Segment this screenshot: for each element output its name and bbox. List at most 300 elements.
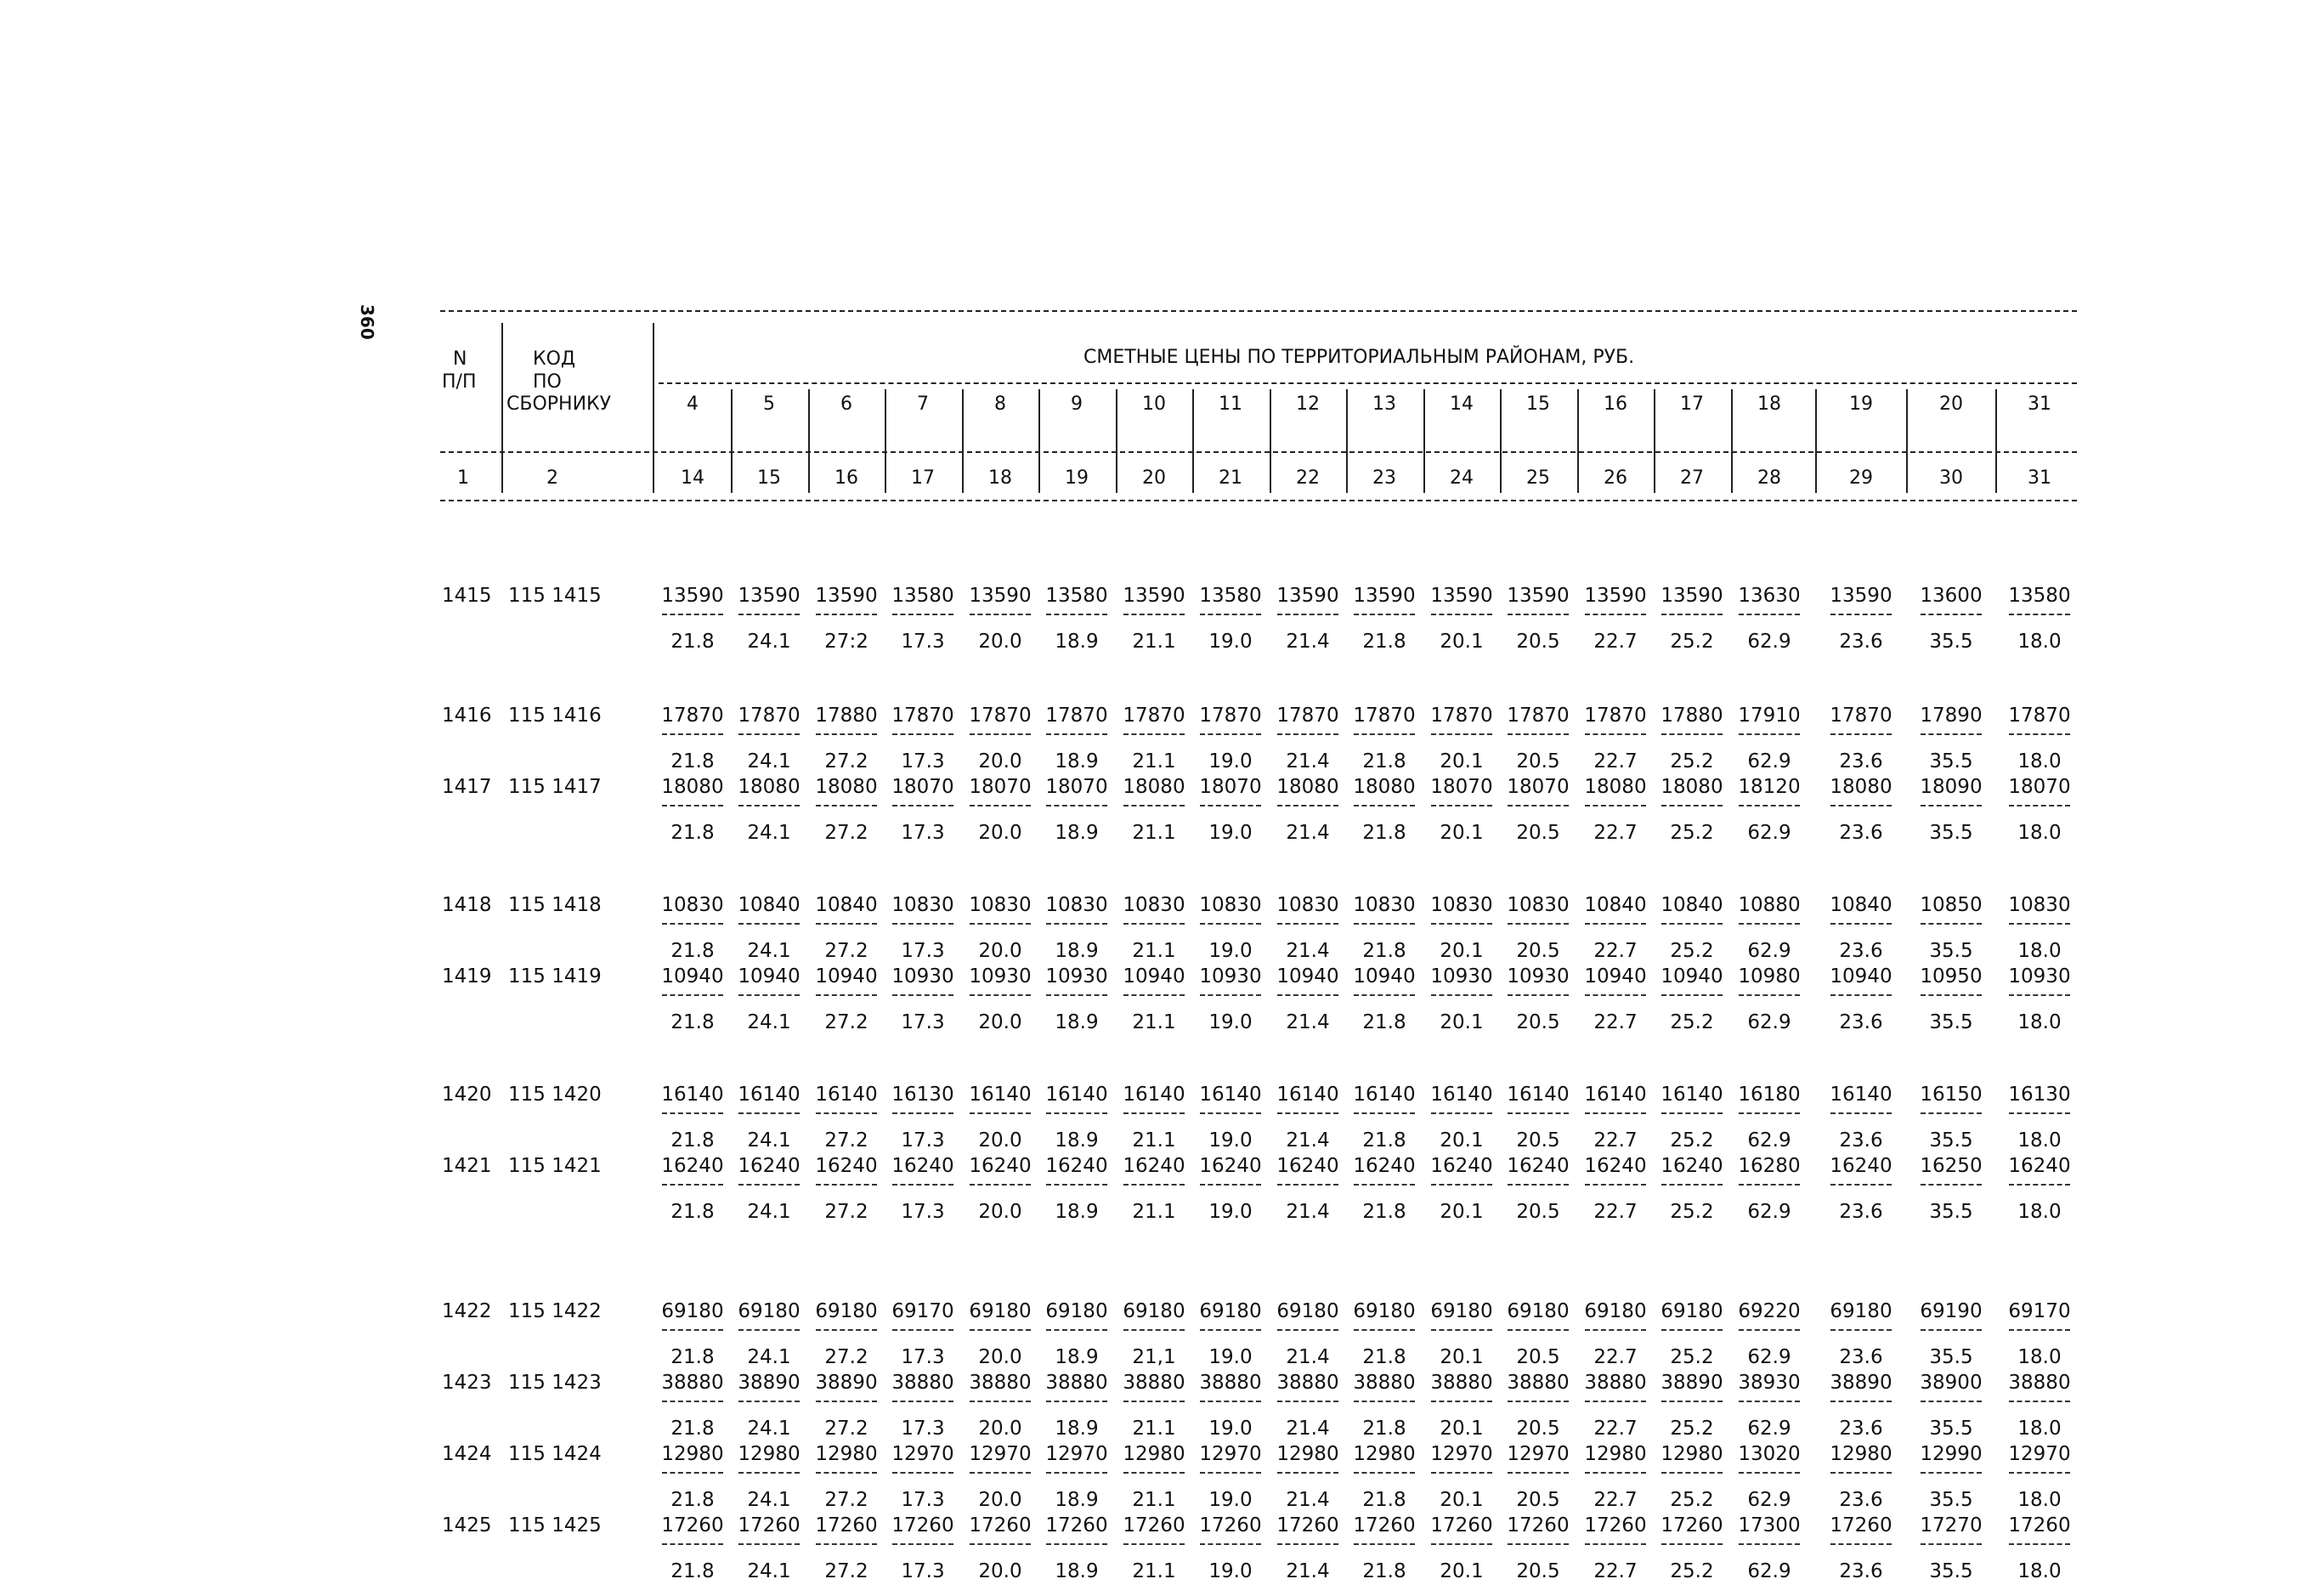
row-number: 1415 xyxy=(442,585,492,607)
fraction-line xyxy=(1431,1401,1492,1402)
price-value: 10840 xyxy=(738,894,801,916)
fraction-line xyxy=(1585,733,1646,735)
wage-value: 21.8 xyxy=(1362,1560,1406,1582)
fraction-line xyxy=(1123,1329,1185,1331)
fraction-line xyxy=(738,1329,800,1331)
fraction-line xyxy=(816,923,877,925)
price-value: 17870 xyxy=(1276,705,1339,727)
price-value: 13590 xyxy=(1123,585,1185,607)
fraction-line xyxy=(2009,1329,2070,1331)
price-value: 17270 xyxy=(1920,1514,1983,1537)
fraction-line xyxy=(1431,614,1492,615)
price-value: 10940 xyxy=(815,965,878,988)
row-code: 115 1415 xyxy=(508,585,602,607)
price-value: 10840 xyxy=(1661,894,1723,916)
region-column-header: 12 xyxy=(1296,393,1320,415)
price-value: 69180 xyxy=(738,1300,801,1322)
price-value: 16240 xyxy=(1507,1155,1570,1177)
header-code: КОД xyxy=(533,348,576,370)
fraction-line xyxy=(816,733,877,735)
price-value: 18070 xyxy=(1430,776,1493,798)
price-value: 18080 xyxy=(1584,776,1647,798)
fraction-line xyxy=(892,1401,953,1402)
price-value: 17870 xyxy=(2008,705,2071,727)
region-column-header: 18 xyxy=(1757,393,1781,415)
price-value: 69170 xyxy=(2008,1300,2071,1322)
wage-value: 20.0 xyxy=(978,1489,1022,1511)
price-value: 16250 xyxy=(1920,1155,1983,1177)
wage-value: 20.1 xyxy=(1440,1560,1484,1582)
wage-value: 18.0 xyxy=(2017,631,2062,653)
wage-value: 17.3 xyxy=(901,631,945,653)
wage-value: 25.2 xyxy=(1670,750,1714,773)
wage-value: 22.7 xyxy=(1593,750,1638,773)
wage-value: 35.5 xyxy=(1929,1346,1973,1368)
region-column-header: 14 xyxy=(1450,393,1474,415)
price-value: 16240 xyxy=(1045,1155,1108,1177)
wage-value: 20.5 xyxy=(1516,940,1560,962)
wage-value: 27.2 xyxy=(824,1418,868,1440)
wage-value: 21.1 xyxy=(1132,1129,1176,1152)
fraction-line xyxy=(1508,614,1569,615)
wage-value: 25.2 xyxy=(1670,822,1714,844)
price-value: 13600 xyxy=(1920,585,1983,607)
fraction-line xyxy=(892,1184,953,1186)
row-number: 1418 xyxy=(442,894,492,916)
wage-value: 25.2 xyxy=(1670,1489,1714,1511)
fraction-line xyxy=(1277,1401,1338,1402)
fraction-line xyxy=(1277,1472,1338,1474)
wage-value: 20.5 xyxy=(1516,822,1560,844)
fraction-line xyxy=(1431,994,1492,996)
wage-value: 21.4 xyxy=(1286,1011,1330,1033)
price-value: 13590 xyxy=(1430,585,1493,607)
wage-value: 27.2 xyxy=(824,822,868,844)
price-value: 10830 xyxy=(1123,894,1185,916)
fraction-line xyxy=(1508,733,1569,735)
price-value: 12970 xyxy=(1507,1443,1570,1465)
wage-value: 35.5 xyxy=(1929,1560,1973,1582)
wage-value: 18.0 xyxy=(2017,940,2062,962)
fraction-line xyxy=(1354,1401,1415,1402)
price-value: 16240 xyxy=(815,1155,878,1177)
fraction-line xyxy=(816,1329,877,1331)
fraction-line xyxy=(1277,733,1338,735)
fraction-line xyxy=(1354,805,1415,806)
price-value: 69180 xyxy=(1830,1300,1893,1322)
wage-value: 20.5 xyxy=(1516,1560,1560,1582)
wage-value: 20.0 xyxy=(978,1201,1022,1223)
fraction-line xyxy=(970,1184,1031,1186)
wage-value: 25.2 xyxy=(1670,940,1714,962)
price-value: 18080 xyxy=(1661,776,1723,798)
wage-value: 20.0 xyxy=(978,940,1022,962)
fraction-line xyxy=(970,1472,1031,1474)
row-code: 115 1416 xyxy=(508,705,602,727)
fraction-line xyxy=(1921,1543,1982,1545)
wage-value: 24.1 xyxy=(747,940,791,962)
wage-value: 20.0 xyxy=(978,1346,1022,1368)
price-value: 12970 xyxy=(1045,1443,1108,1465)
price-value: 16240 xyxy=(1353,1155,1416,1177)
region-column-header: 19 xyxy=(1849,393,1873,415)
wage-value: 24.1 xyxy=(747,750,791,773)
price-value: 13630 xyxy=(1738,585,1801,607)
wage-value: 18.0 xyxy=(2017,1129,2062,1152)
region-column-header: 10 xyxy=(1142,393,1166,415)
fraction-line xyxy=(662,805,723,806)
wage-value: 22.7 xyxy=(1593,1560,1638,1582)
fraction-line xyxy=(1830,805,1892,806)
fraction-line xyxy=(1585,923,1646,925)
price-value: 13590 xyxy=(661,585,724,607)
price-value: 10830 xyxy=(1430,894,1493,916)
price-value: 13590 xyxy=(1507,585,1570,607)
price-value: 13580 xyxy=(891,585,954,607)
price-value: 38880 xyxy=(891,1372,954,1394)
fraction-line xyxy=(1123,1112,1185,1114)
fraction-line xyxy=(1921,1329,1982,1331)
wage-value: 27.2 xyxy=(824,1560,868,1582)
price-value: 10830 xyxy=(1507,894,1570,916)
wage-value: 21.8 xyxy=(670,1560,715,1582)
fraction-line xyxy=(1830,1112,1892,1114)
fraction-line xyxy=(970,805,1031,806)
fraction-line xyxy=(1200,614,1261,615)
wage-value: 19.0 xyxy=(1208,1201,1253,1223)
wage-value: 35.5 xyxy=(1929,1011,1973,1033)
fraction-line xyxy=(1830,1329,1892,1331)
fraction-line xyxy=(1200,733,1261,735)
price-value: 16240 xyxy=(2008,1155,2071,1177)
price-value: 17880 xyxy=(815,705,878,727)
price-value: 18080 xyxy=(661,776,724,798)
wage-value: 20.5 xyxy=(1516,1489,1560,1511)
index-column-header: 19 xyxy=(1065,467,1089,489)
region-column-header: 8 xyxy=(994,393,1006,415)
header-pp: П/П xyxy=(442,371,477,393)
fraction-line xyxy=(738,1401,800,1402)
wage-value: 18.9 xyxy=(1055,1346,1099,1368)
fraction-line xyxy=(1921,614,1982,615)
wage-value: 22.7 xyxy=(1593,631,1638,653)
fraction-line xyxy=(1508,1184,1569,1186)
price-value: 17870 xyxy=(969,705,1032,727)
price-value: 17260 xyxy=(2008,1514,2071,1537)
wage-value: 23.6 xyxy=(1839,822,1883,844)
wage-value: 20.5 xyxy=(1516,1418,1560,1440)
fraction-line xyxy=(1661,1112,1723,1114)
fraction-line xyxy=(738,1472,800,1474)
wage-value: 24.1 xyxy=(747,1489,791,1511)
fraction-line xyxy=(816,1543,877,1545)
fraction-line xyxy=(816,805,877,806)
wage-value: 20.1 xyxy=(1440,822,1484,844)
price-value: 17260 xyxy=(969,1514,1032,1537)
fraction-line xyxy=(1123,805,1185,806)
index-column-header: 15 xyxy=(757,467,781,489)
index-code: 2 xyxy=(546,467,558,489)
wage-value: 27.2 xyxy=(824,940,868,962)
fraction-line xyxy=(1661,994,1723,996)
price-value: 10940 xyxy=(661,965,724,988)
price-value: 12970 xyxy=(969,1443,1032,1465)
header-sborniku: СБОРНИКУ xyxy=(506,393,612,415)
price-value: 17870 xyxy=(661,705,724,727)
fraction-line xyxy=(738,1184,800,1186)
price-value: 38880 xyxy=(1045,1372,1108,1394)
price-value: 17870 xyxy=(1430,705,1493,727)
wage-value: 21.8 xyxy=(670,1201,715,1223)
wage-value: 20.5 xyxy=(1516,750,1560,773)
wage-value: 18.9 xyxy=(1055,1129,1099,1152)
price-value: 69180 xyxy=(1199,1300,1262,1322)
fraction-line xyxy=(1277,1112,1338,1114)
price-value: 10930 xyxy=(1199,965,1262,988)
price-value: 16240 xyxy=(1123,1155,1185,1177)
price-value: 12970 xyxy=(2008,1443,2071,1465)
header-n: N xyxy=(453,348,467,370)
price-value: 18070 xyxy=(1507,776,1570,798)
wage-value: 24.1 xyxy=(747,1129,791,1152)
price-value: 16140 xyxy=(1045,1084,1108,1106)
price-value: 17870 xyxy=(1045,705,1108,727)
fraction-line xyxy=(1739,733,1800,735)
row-number: 1417 xyxy=(442,776,492,798)
wage-value: 21.4 xyxy=(1286,631,1330,653)
price-value: 69180 xyxy=(815,1300,878,1322)
wage-value: 21.1 xyxy=(1132,1011,1176,1033)
wage-value: 21.8 xyxy=(670,940,715,962)
wage-value: 19.0 xyxy=(1208,940,1253,962)
fraction-line xyxy=(816,1184,877,1186)
fraction-line xyxy=(738,733,800,735)
fraction-line xyxy=(1508,923,1569,925)
fraction-line xyxy=(1739,805,1800,806)
wage-value: 21.8 xyxy=(1362,631,1406,653)
wage-value: 23.6 xyxy=(1839,1418,1883,1440)
index-column-header: 28 xyxy=(1757,467,1781,489)
fraction-line xyxy=(1830,923,1892,925)
row-number: 1416 xyxy=(442,705,492,727)
row-code: 115 1421 xyxy=(508,1155,602,1177)
price-value: 16140 xyxy=(661,1084,724,1106)
fraction-line xyxy=(1739,1112,1800,1114)
price-value: 16240 xyxy=(1199,1155,1262,1177)
price-value: 17870 xyxy=(1353,705,1416,727)
price-value: 16140 xyxy=(969,1084,1032,1106)
fraction-line xyxy=(1200,1184,1261,1186)
price-value: 12970 xyxy=(1199,1443,1262,1465)
fraction-line xyxy=(662,1472,723,1474)
fraction-line xyxy=(1200,923,1261,925)
fraction-line xyxy=(970,1543,1031,1545)
fraction-line xyxy=(1354,994,1415,996)
wage-value: 21.8 xyxy=(670,631,715,653)
price-value: 38880 xyxy=(1199,1372,1262,1394)
price-value: 17260 xyxy=(1584,1514,1647,1537)
wage-value: 20.1 xyxy=(1440,1489,1484,1511)
fraction-line xyxy=(1585,1184,1646,1186)
fraction-line xyxy=(1046,1543,1107,1545)
row-number: 1422 xyxy=(442,1300,492,1322)
price-value: 12980 xyxy=(1123,1443,1185,1465)
price-value: 10940 xyxy=(1276,965,1339,988)
price-value: 69180 xyxy=(1430,1300,1493,1322)
region-column-header: 13 xyxy=(1372,393,1396,415)
fraction-line xyxy=(1661,614,1723,615)
wage-value: 18.9 xyxy=(1055,1011,1099,1033)
index-column-header: 31 xyxy=(2028,467,2051,489)
wage-value: 20.1 xyxy=(1440,1346,1484,1368)
fraction-line xyxy=(738,994,800,996)
wage-value: 20.1 xyxy=(1440,750,1484,773)
wage-value: 19.0 xyxy=(1208,1418,1253,1440)
wage-value: 18.0 xyxy=(2017,1201,2062,1223)
wage-value: 27.2 xyxy=(824,1011,868,1033)
fraction-line xyxy=(892,1543,953,1545)
fraction-line xyxy=(1661,733,1723,735)
region-column-header: 16 xyxy=(1604,393,1627,415)
fraction-line xyxy=(970,733,1031,735)
wage-value: 25.2 xyxy=(1670,1418,1714,1440)
index-column-header: 30 xyxy=(1939,467,1963,489)
price-value: 38880 xyxy=(1584,1372,1647,1394)
wage-value: 22.7 xyxy=(1593,822,1638,844)
price-value: 69190 xyxy=(1920,1300,1983,1322)
wage-value: 20.0 xyxy=(978,1418,1022,1440)
wage-value: 21.8 xyxy=(670,822,715,844)
fraction-line xyxy=(662,733,723,735)
wage-value: 25.2 xyxy=(1670,1129,1714,1152)
wage-value: 18.9 xyxy=(1055,1201,1099,1223)
fraction-line xyxy=(1046,1112,1107,1114)
price-value: 16240 xyxy=(738,1155,801,1177)
price-value: 69180 xyxy=(1123,1300,1185,1322)
fraction-line xyxy=(970,994,1031,996)
fraction-line xyxy=(1921,1112,1982,1114)
wage-value: 21.8 xyxy=(670,1346,715,1368)
fraction-line xyxy=(1123,994,1185,996)
price-value: 10840 xyxy=(1830,894,1893,916)
index-column-header: 20 xyxy=(1142,467,1166,489)
price-value: 16140 xyxy=(1661,1084,1723,1106)
index-column-header: 29 xyxy=(1849,467,1873,489)
fraction-line xyxy=(1739,1329,1800,1331)
fraction-line xyxy=(662,1329,723,1331)
fraction-line xyxy=(662,1184,723,1186)
fraction-line xyxy=(1739,1543,1800,1545)
wage-value: 21.1 xyxy=(1132,631,1176,653)
region-column-header: 9 xyxy=(1071,393,1083,415)
wage-value: 22.7 xyxy=(1593,1011,1638,1033)
fraction-line xyxy=(2009,1184,2070,1186)
fraction-line xyxy=(1200,1472,1261,1474)
wage-value: 24.1 xyxy=(747,631,791,653)
fraction-line xyxy=(816,994,877,996)
fraction-line xyxy=(1739,614,1800,615)
wage-value: 21.1 xyxy=(1132,1489,1176,1511)
region-header-rule xyxy=(659,382,2077,384)
fraction-line xyxy=(1508,1543,1569,1545)
wage-value: 18.0 xyxy=(2017,1418,2062,1440)
price-value: 10830 xyxy=(891,894,954,916)
price-value: 69180 xyxy=(661,1300,724,1322)
fraction-line xyxy=(1354,1112,1415,1114)
wage-value: 18.9 xyxy=(1055,1560,1099,1582)
price-value: 12980 xyxy=(661,1443,724,1465)
wage-value: 21.1 xyxy=(1132,822,1176,844)
wage-value: 20.5 xyxy=(1516,631,1560,653)
row-number: 1421 xyxy=(442,1155,492,1177)
wage-value: 21.8 xyxy=(670,1129,715,1152)
price-value: 10930 xyxy=(969,965,1032,988)
wage-value: 19.0 xyxy=(1208,1346,1253,1368)
wage-value: 20.5 xyxy=(1516,1346,1560,1368)
price-value: 69180 xyxy=(1507,1300,1570,1322)
fraction-line xyxy=(1046,923,1107,925)
fraction-line xyxy=(1585,614,1646,615)
wage-value: 17.3 xyxy=(901,1418,945,1440)
price-value: 10980 xyxy=(1738,965,1801,988)
price-value: 38880 xyxy=(1123,1372,1185,1394)
wage-value: 22.7 xyxy=(1593,1201,1638,1223)
price-value: 10830 xyxy=(1276,894,1339,916)
region-column-header: 6 xyxy=(840,393,852,415)
price-value: 16140 xyxy=(738,1084,801,1106)
price-value: 18080 xyxy=(1276,776,1339,798)
price-value: 69180 xyxy=(1353,1300,1416,1322)
fraction-line xyxy=(1123,1401,1185,1402)
wage-value: 62.9 xyxy=(1747,631,1791,653)
price-value: 10830 xyxy=(969,894,1032,916)
wage-value: 19.0 xyxy=(1208,1560,1253,1582)
fraction-line xyxy=(2009,805,2070,806)
wage-value: 21.8 xyxy=(670,1011,715,1033)
price-value: 12970 xyxy=(1430,1443,1493,1465)
fraction-line xyxy=(2009,1401,2070,1402)
wage-value: 21.8 xyxy=(1362,1129,1406,1152)
index-column-header: 22 xyxy=(1296,467,1320,489)
price-value: 12980 xyxy=(1353,1443,1416,1465)
wage-value: 35.5 xyxy=(1929,940,1973,962)
fraction-line xyxy=(892,1472,953,1474)
fraction-line xyxy=(1431,1329,1492,1331)
wage-value: 19.0 xyxy=(1208,1489,1253,1511)
index-column-header: 16 xyxy=(835,467,858,489)
wage-value: 20.5 xyxy=(1516,1129,1560,1152)
fraction-line xyxy=(1508,1401,1569,1402)
fraction-line xyxy=(1830,994,1892,996)
price-value: 12980 xyxy=(1661,1443,1723,1465)
fraction-line xyxy=(2009,1543,2070,1545)
wage-value: 19.0 xyxy=(1208,750,1253,773)
fraction-line xyxy=(1200,1112,1261,1114)
wage-value: 17.3 xyxy=(901,1560,945,1582)
price-value: 17260 xyxy=(1123,1514,1185,1537)
price-value: 10940 xyxy=(1123,965,1185,988)
price-value: 18070 xyxy=(969,776,1032,798)
price-value: 17870 xyxy=(738,705,801,727)
wage-value: 19.0 xyxy=(1208,1129,1253,1152)
wage-value: 24.1 xyxy=(747,822,791,844)
price-value: 38890 xyxy=(738,1372,801,1394)
row-code: 115 1417 xyxy=(508,776,602,798)
row-number: 1424 xyxy=(442,1443,492,1465)
fraction-line xyxy=(892,614,953,615)
fraction-line xyxy=(816,614,877,615)
fraction-line xyxy=(1046,733,1107,735)
